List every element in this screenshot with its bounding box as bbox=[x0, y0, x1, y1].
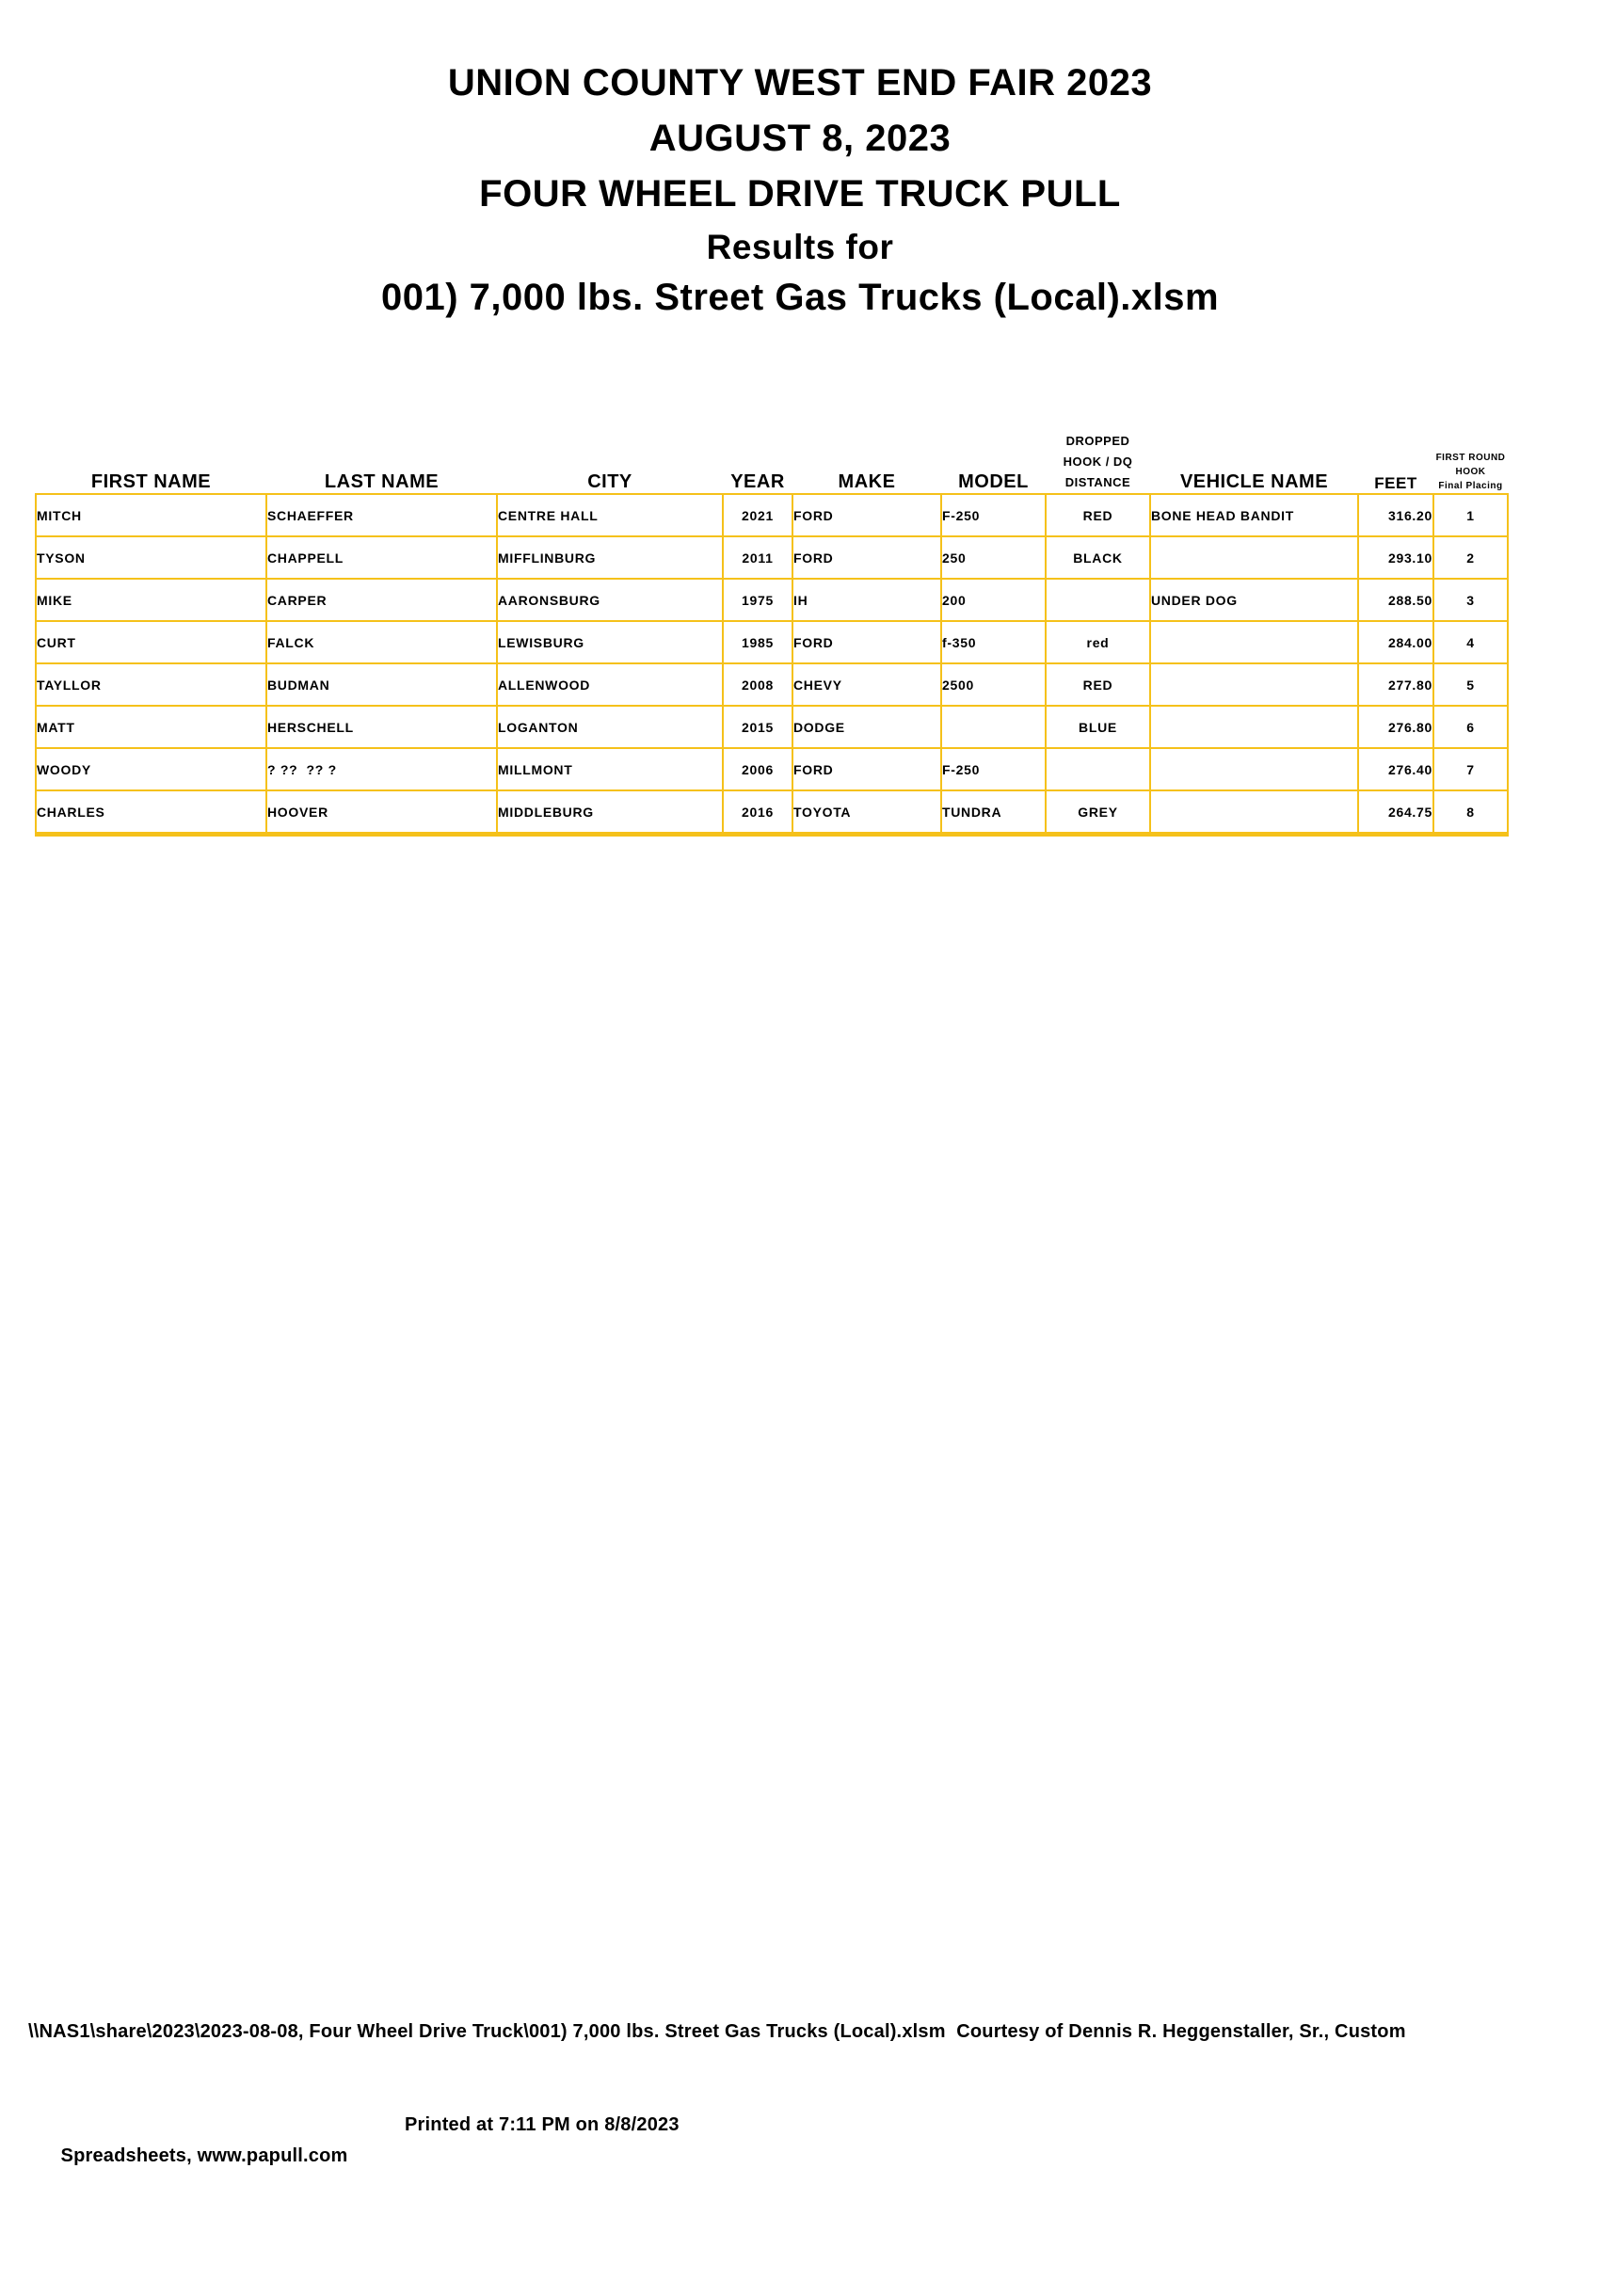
column-header-line: DROPPED bbox=[1065, 434, 1130, 448]
results-table bbox=[35, 402, 1509, 837]
cell-make: IH bbox=[792, 579, 941, 621]
cell-feet: 264.75 bbox=[1358, 790, 1433, 835]
table-header-row bbox=[36, 402, 1508, 494]
class-file-name: 001) 7,000 lbs. Street Gas Trucks (Local).xlsm bbox=[380, 277, 1220, 318]
cell-first-name: TYSON bbox=[36, 536, 266, 579]
cell-last-name: SCHAEFFER bbox=[266, 494, 497, 536]
cell-city: ALLENWOOD bbox=[497, 663, 723, 706]
footer-website: Spreadsheets, www.papull.com bbox=[60, 2145, 348, 2166]
column-header-make bbox=[792, 402, 941, 494]
cell-feet: 276.40 bbox=[1358, 748, 1433, 790]
table-row bbox=[36, 579, 1508, 621]
table-body bbox=[36, 494, 1508, 835]
table-row bbox=[36, 790, 1508, 835]
cell-model: 200 bbox=[941, 579, 1046, 621]
cell-placing: 6 bbox=[1433, 706, 1508, 748]
column-header-last-name bbox=[266, 402, 497, 494]
cell-year: 2021 bbox=[723, 494, 792, 536]
footer bbox=[28, 1954, 1581, 2296]
cell-placing: 5 bbox=[1433, 663, 1508, 706]
cell-vehicle-name: UNDER DOG bbox=[1150, 579, 1358, 621]
cell-make: FORD bbox=[792, 621, 941, 663]
footer-line2 bbox=[28, 2110, 1581, 2234]
table-row bbox=[36, 663, 1508, 706]
cell-feet: 288.50 bbox=[1358, 579, 1433, 621]
column-header-line: FEET bbox=[1374, 474, 1417, 492]
table-row bbox=[36, 621, 1508, 663]
footer-file-path: \\NAS1\share\2023\2023-08-08, Four Wheel Drive Truck\001) 7,000 lbs. Street Gas Trucks (Local).xlsm Courtesy of Dennis R. Heggenstaller, Sr., Custom bbox=[28, 2021, 1406, 2042]
cell-dropped-hook: BLUE bbox=[1046, 706, 1150, 748]
cell-feet: 316.20 bbox=[1358, 494, 1433, 536]
column-header-line: YEAR bbox=[730, 471, 785, 492]
cell-placing: 4 bbox=[1433, 621, 1508, 663]
cell-last-name: FALCK bbox=[266, 621, 497, 663]
column-header-feet bbox=[1358, 402, 1433, 494]
cell-city: LEWISBURG bbox=[497, 621, 723, 663]
event-name: FOUR WHEEL DRIVE TRUCK PULL bbox=[479, 173, 1121, 215]
cell-city: MILLMONT bbox=[497, 748, 723, 790]
cell-model: F-250 bbox=[941, 748, 1046, 790]
column-header-line: VEHICLE NAME bbox=[1179, 471, 1329, 492]
table-row bbox=[36, 748, 1508, 790]
cell-year: 2015 bbox=[723, 706, 792, 748]
table-row bbox=[36, 706, 1508, 748]
cell-model: F-250 bbox=[941, 494, 1046, 536]
cell-feet: 277.80 bbox=[1358, 663, 1433, 706]
cell-city: AARONSBURG bbox=[497, 579, 723, 621]
cell-first-name: WOODY bbox=[36, 748, 266, 790]
column-header-line: HOOK bbox=[1455, 467, 1486, 477]
cell-city: MIFFLINBURG bbox=[497, 536, 723, 579]
cell-vehicle-name bbox=[1150, 748, 1358, 790]
cell-dropped-hook: RED bbox=[1046, 494, 1150, 536]
cell-last-name: HOOVER bbox=[266, 790, 497, 835]
table-row bbox=[36, 536, 1508, 579]
cell-first-name: MIKE bbox=[36, 579, 266, 621]
cell-make: FORD bbox=[792, 748, 941, 790]
cell-placing: 3 bbox=[1433, 579, 1508, 621]
event-title: UNION COUNTY WEST END FAIR 2023 bbox=[447, 62, 1153, 104]
cell-year: 2006 bbox=[723, 748, 792, 790]
column-header-line: DISTANCE bbox=[1064, 475, 1131, 489]
cell-city: CENTRE HALL bbox=[497, 494, 723, 536]
cell-city: MIDDLEBURG bbox=[497, 790, 723, 835]
cell-make: CHEVY bbox=[792, 663, 941, 706]
cell-last-name: HERSCHELL bbox=[266, 706, 497, 748]
cell-placing: 8 bbox=[1433, 790, 1508, 835]
cell-year: 2016 bbox=[723, 790, 792, 835]
column-header-placing bbox=[1433, 402, 1508, 494]
cell-placing: 7 bbox=[1433, 748, 1508, 790]
column-header-model bbox=[941, 402, 1046, 494]
cell-year: 1975 bbox=[723, 579, 792, 621]
column-header-vehicle-name bbox=[1150, 402, 1358, 494]
column-header-line: Final Placing bbox=[1438, 481, 1503, 491]
column-header-line: LAST NAME bbox=[324, 471, 440, 492]
cell-vehicle-name: BONE HEAD BANDIT bbox=[1150, 494, 1358, 536]
table-row bbox=[36, 494, 1508, 536]
cell-dropped-hook bbox=[1046, 748, 1150, 790]
cell-first-name: TAYLLOR bbox=[36, 663, 266, 706]
cell-first-name: MATT bbox=[36, 706, 266, 748]
cell-city: LOGANTON bbox=[497, 706, 723, 748]
cell-dropped-hook: GREY bbox=[1046, 790, 1150, 835]
cell-last-name: BUDMAN bbox=[266, 663, 497, 706]
cell-dropped-hook bbox=[1046, 579, 1150, 621]
cell-last-name: CARPER bbox=[266, 579, 497, 621]
cell-last-name: CHAPPELL bbox=[266, 536, 497, 579]
column-header-line: MODEL bbox=[958, 471, 1029, 492]
cell-first-name: CHARLES bbox=[36, 790, 266, 835]
column-header-dropped-hook bbox=[1046, 402, 1150, 494]
column-header-first-name bbox=[36, 402, 266, 494]
cell-first-name: CURT bbox=[36, 621, 266, 663]
cell-model: 250 bbox=[941, 536, 1046, 579]
column-header-line: HOOK / DQ bbox=[1063, 454, 1133, 469]
column-header-line: FIRST ROUND bbox=[1435, 453, 1506, 463]
cell-dropped-hook: BLACK bbox=[1046, 536, 1150, 579]
cell-dropped-hook: red bbox=[1046, 621, 1150, 663]
cell-make: FORD bbox=[792, 536, 941, 579]
footer-printed-timestamp: Printed at 7:11 PM on 8/8/2023 bbox=[405, 2114, 680, 2135]
column-header-city bbox=[497, 402, 723, 494]
cell-placing: 1 bbox=[1433, 494, 1508, 536]
cell-year: 2008 bbox=[723, 663, 792, 706]
column-header-line: MAKE bbox=[838, 471, 896, 492]
cell-year: 2011 bbox=[723, 536, 792, 579]
cell-feet: 284.00 bbox=[1358, 621, 1433, 663]
cell-make: TOYOTA bbox=[792, 790, 941, 835]
column-header-year bbox=[723, 402, 792, 494]
cell-vehicle-name bbox=[1150, 706, 1358, 748]
column-header-line: CITY bbox=[587, 471, 632, 492]
table-header bbox=[36, 402, 1508, 494]
document-header bbox=[0, 56, 1600, 323]
cell-model: f-350 bbox=[941, 621, 1046, 663]
cell-vehicle-name bbox=[1150, 663, 1358, 706]
cell-make: DODGE bbox=[792, 706, 941, 748]
cell-vehicle-name bbox=[1150, 790, 1358, 835]
cell-last-name: ? ?? ?? ? bbox=[266, 748, 497, 790]
column-header-line: FIRST NAME bbox=[90, 471, 212, 492]
cell-feet: 276.80 bbox=[1358, 706, 1433, 748]
results-for-label: Results for bbox=[706, 228, 894, 266]
cell-model bbox=[941, 706, 1046, 748]
cell-dropped-hook: RED bbox=[1046, 663, 1150, 706]
cell-make: FORD bbox=[792, 494, 941, 536]
cell-vehicle-name bbox=[1150, 621, 1358, 663]
event-date: AUGUST 8, 2023 bbox=[648, 118, 952, 159]
cell-model: 2500 bbox=[941, 663, 1046, 706]
cell-first-name: MITCH bbox=[36, 494, 266, 536]
cell-placing: 2 bbox=[1433, 536, 1508, 579]
cell-vehicle-name bbox=[1150, 536, 1358, 579]
cell-model: TUNDRA bbox=[941, 790, 1046, 835]
cell-year: 1985 bbox=[723, 621, 792, 663]
cell-feet: 293.10 bbox=[1358, 536, 1433, 579]
